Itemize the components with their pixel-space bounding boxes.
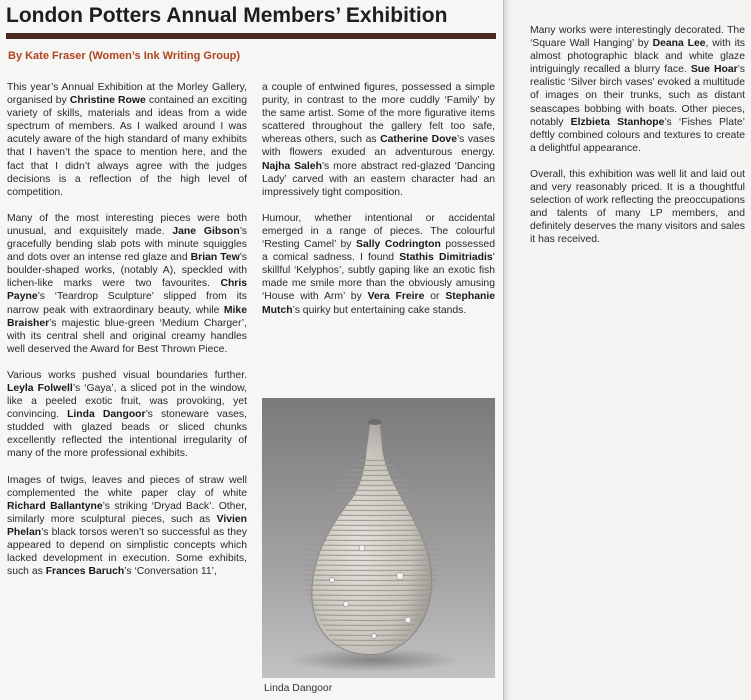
member-name: Jane Gibson — [172, 225, 240, 237]
text-run: a couple of entwined figures, possessed a simple purity, in contrast to the more cuddly ‘Family’ by the same artist. Some of the more figurative items scattered throughout the gallery felt too safe, whereas others, such as — [262, 82, 495, 146]
vase-ridge — [320, 620, 419, 621]
text-run: contained an exciting variety of skills, materials and ideas from a wide spectrum of members. As I walked around I was acutely aware of the high standard of many exhibits that I haven’t the space to mention here, and the fact that I didn’t always agree with the judges decisions is a reflection of the high level of competition. — [7, 95, 247, 198]
vase-ridge — [338, 485, 409, 486]
vase-ridge — [302, 565, 438, 566]
paragraph — [7, 212, 247, 356]
member-name: Linda Dangoor — [67, 409, 146, 421]
photo-caption: Linda Dangoor — [264, 683, 333, 694]
vase-ridge — [306, 590, 433, 591]
member-name: Vivien Phelan — [7, 513, 247, 538]
text-run: ’s stoneware vases, studded with glazed beads or sliced chunks excellently reflected the intentional irregularity of many of the more professional exhibits. — [7, 409, 247, 460]
text-run: ’s gracefully bending slab pots with minute squiggles and dots over an intense red glaze and — [7, 225, 248, 264]
member-name: Richard Ballantyne — [7, 500, 103, 512]
vase-ridge — [312, 605, 427, 606]
vase-ridge — [308, 535, 435, 536]
vase-ridge — [334, 490, 412, 491]
vase-ridge — [304, 580, 437, 581]
title-rule — [6, 33, 496, 39]
vase-ridge — [310, 600, 430, 601]
text-run: ’s realistic ‘Silver birch vases’ evoked a multitude of images on their trunks, such as distant seascapes bobbing with boats. Other pieces, notably — [530, 64, 745, 128]
vase-ridge — [303, 555, 439, 556]
member-name: Stephanie Mutch — [262, 291, 495, 316]
vase-illustration — [262, 398, 495, 678]
vase-ridge — [303, 575, 437, 576]
vase-ridge — [330, 495, 415, 496]
member-name: Mike Braisher — [7, 304, 247, 329]
vase-ridge — [323, 505, 422, 506]
vase-ridge — [326, 630, 412, 631]
text-run: Various works pushed visual boundaries further. — [7, 369, 247, 381]
paragraph — [7, 369, 247, 461]
text-run: ’s striking ‘Dryad Back’. Other, similarly more sculptural pieces, such as — [7, 500, 247, 525]
member-name: Leyla Folwell — [7, 382, 73, 394]
member-name: Sally Codrington — [356, 239, 441, 251]
text-run: Many works were interestingly decorated. The ‘Square Wall Hanging’ by — [530, 25, 745, 50]
text-run: possessed a comical sadness. I found — [262, 239, 495, 264]
text-run: , with its almost photographic black and white glaze intriguingly recalled a blurry face. — [530, 38, 745, 76]
vase-ridge — [359, 460, 389, 461]
member-name: Najha Saleh — [262, 160, 322, 172]
paragraph — [262, 81, 495, 199]
text-run: ’s ‘Gaya’, a sliced pot in the window, like a peeled exotic fruit, was provoking, yet convincing. — [7, 382, 247, 421]
vase-ridge — [320, 510, 425, 511]
member-name: Sue Hoar — [690, 64, 738, 76]
paragraph — [530, 168, 745, 247]
text-run: ’s quirky but entertaining cake stands. — [292, 304, 467, 316]
vase-ridge — [305, 585, 435, 586]
column-2 — [262, 81, 495, 330]
member-name: Christine Rowe — [69, 95, 146, 107]
member-name: Brian Tew — [190, 252, 240, 264]
vase-ridge — [306, 540, 436, 541]
text-run: or — [424, 291, 446, 303]
vase-ridge — [303, 560, 439, 561]
vase-ridge — [310, 530, 434, 531]
vase-ridge — [323, 625, 415, 626]
vase-ridge — [317, 615, 422, 616]
column-3 — [530, 24, 745, 260]
text-run: ’s vases with flowers exuded an adventurous energy. — [262, 134, 495, 159]
text-run: Many of the most interesting pieces were both unusual, and exquisitely made. — [7, 212, 247, 237]
text-run: ’s boulder-shaped works, (notably A), speckled with lichen-like marks were two favourites. — [7, 252, 247, 290]
vase-ridge — [304, 550, 439, 551]
byline: By Kate Fraser (Women’s Ink Writing Group) — [8, 50, 241, 62]
paragraph — [7, 474, 247, 579]
member-name: Frances Baruch — [45, 566, 125, 578]
vase-ridge — [336, 645, 400, 646]
text-run: Images of twigs, leaves and pieces of straw well complemented the white paper clay of white — [7, 474, 247, 499]
vase-ridge — [346, 475, 401, 476]
text-run: ’ skillful ‘Kelyphos’, subtly gaping like an exotic fish made me smile more than the obviously amusing ‘House with Arm’ by — [262, 252, 495, 303]
vase-ridge — [308, 595, 432, 596]
text-run: Overall, this exhibition was well lit and laid out and very reasonably priced. It is a thoughtful selection of work reflecting the preoccupations and talents of many LP members, and definitely deserves the many visitors and sales it has received. — [530, 168, 745, 246]
member-name: Chris Payne — [7, 278, 247, 303]
member-name: Catherine Dove — [380, 134, 457, 146]
vase-ridge — [314, 610, 424, 611]
text-run: Humour, whether intentional or accidental emerged in a range of pieces. The colourful ‘Resting Camel’ by — [262, 212, 495, 251]
vase-ridge — [355, 465, 393, 466]
member-name: Stathis Dimitriadis — [399, 252, 493, 264]
text-run: This year’s Annual Exhibition at the Morley Gallery, organised by — [7, 82, 247, 107]
vase-ridge — [312, 525, 432, 526]
text-run: ’s more abstract red-glazed ‘Dancing Lady’ carved with an eastern character had an impressively tight composition. — [262, 160, 495, 198]
paragraph — [262, 212, 495, 317]
article-title: London Potters Annual Members’ Exhibition — [6, 4, 448, 27]
vase-photo — [262, 398, 495, 678]
vase-ridge — [342, 480, 405, 481]
vase-ridge — [333, 640, 404, 641]
member-name: Vera Freire — [367, 291, 425, 303]
text-run: ’s ‘Conversation 11’, — [124, 566, 217, 578]
paragraph — [7, 81, 247, 199]
vase-ridge — [317, 515, 427, 516]
member-name: Deana Lee — [652, 38, 706, 50]
text-run: ’s majestic blue-green ‘Medium Charger’, with its central shell and original creamy handles well deserved the Award for Best Thrown Piece. — [7, 317, 247, 355]
vase-ridge — [303, 570, 439, 571]
text-run: ’s ‘Fishes Plate’ deftly combined colours and textures to create a delightful appearance. — [530, 116, 745, 154]
column-1 — [7, 81, 247, 591]
vase-ridge — [329, 635, 408, 636]
vase-ridge — [327, 500, 419, 501]
text-run: ’s ‘Teardrop Sculpture’ slipped from its narrow peak with extraordinary beauty, while — [7, 291, 247, 316]
text-run: ’s black torsos weren’t so successful as they appeared to depend on simplistic concepts which lacked development in execution. Some exhibits, such as — [7, 526, 247, 578]
paragraph — [530, 24, 745, 155]
vase-ridge — [350, 470, 397, 471]
member-name: Elzbieta Stanhope — [570, 116, 665, 128]
vase-ridge — [314, 520, 429, 521]
vase-ridge — [305, 545, 438, 546]
